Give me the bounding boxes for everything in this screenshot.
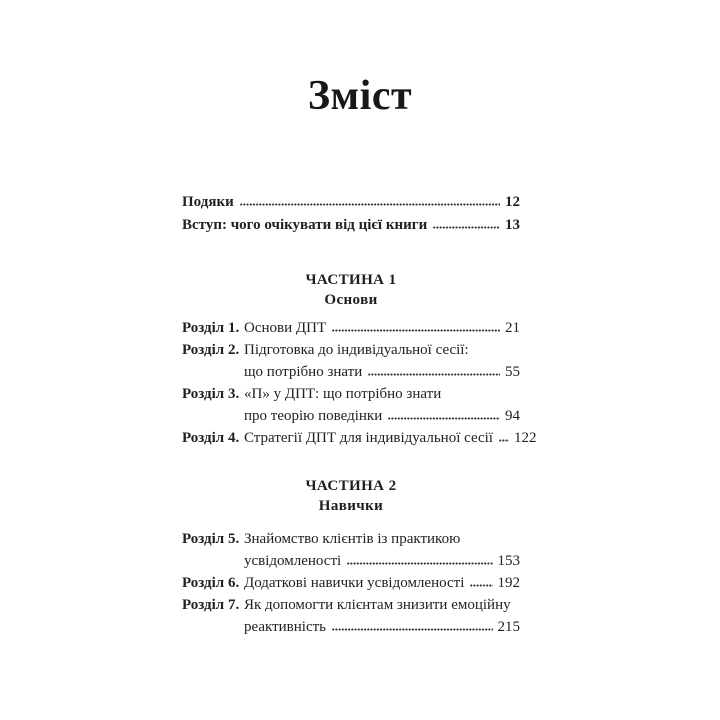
toc-entry: [182, 383, 520, 405]
dot-leader: [388, 417, 500, 420]
toc-entry: [182, 339, 520, 361]
part-kicker: ЧАСТИНА 1: [305, 272, 397, 288]
chapter-title-continuation: реактивність: [244, 619, 327, 635]
toc-entry: [182, 594, 520, 616]
toc-entry: [182, 317, 520, 339]
toc-entry-continuation: [182, 361, 520, 383]
dot-leader: [240, 203, 500, 206]
chapter-title-continuation: що потрібно знати: [244, 364, 363, 380]
page-number: 122: [513, 430, 537, 446]
dot-leader: [332, 329, 500, 332]
part-title: Основи: [324, 292, 378, 308]
chapter-number-label: Розділ 3.: [182, 386, 240, 402]
page-number: 192: [497, 575, 520, 591]
part-title: Навички: [318, 498, 384, 514]
toc-entry-title: Вступ: чого очікувати від цієї книги: [182, 217, 428, 233]
toc-entry: [182, 191, 520, 214]
chapter-number-label: Розділ 4.: [182, 430, 240, 446]
chapter-title-continuation: усвідомленості: [244, 553, 342, 569]
page-title: Зміст: [307, 73, 413, 119]
toc-entry-continuation: [182, 405, 520, 427]
toc-entry: [182, 572, 520, 594]
page-number: 153: [497, 553, 520, 569]
page-number: 12: [505, 194, 520, 210]
chapter-title: Основи ДПТ: [244, 320, 327, 336]
table-of-contents: [182, 191, 537, 638]
chapter-title: Стратегії ДПТ для індивідуальної сесії: [244, 430, 493, 446]
part-kicker: ЧАСТИНА 2: [305, 478, 397, 494]
dot-leader: [499, 439, 509, 442]
chapter-title: «П» у ДПТ: що потрібно знати: [244, 386, 442, 402]
toc-entry-continuation: [182, 616, 520, 638]
chapter-number-label: Розділ 5.: [182, 531, 240, 547]
chapter-list: [182, 317, 537, 449]
part-heading: [182, 476, 520, 516]
chapter-title: Знайомство клієнтів із практикою: [244, 531, 461, 547]
chapter-number-label: Розділ 6.: [182, 575, 240, 591]
toc-entry: [182, 214, 520, 237]
dot-leader: [332, 628, 492, 631]
part-heading: [182, 270, 520, 310]
page-number: 55: [505, 364, 520, 380]
toc-entry: [182, 427, 537, 449]
chapter-number-label: Розділ 2.: [182, 342, 240, 358]
toc-entry-continuation: [182, 550, 520, 572]
chapter-number-label: Розділ 1.: [182, 320, 240, 336]
dot-leader: [470, 584, 492, 587]
dot-leader: [368, 373, 500, 376]
dot-leader: [433, 226, 500, 229]
page-number: 13: [505, 217, 520, 233]
chapter-title: Як допомогти клієнтам знизити емоційну: [244, 597, 511, 613]
chapter-list: [182, 528, 520, 638]
chapter-title-continuation: про теорію поведінки: [244, 408, 383, 424]
dot-leader: [347, 562, 492, 565]
page-number: 94: [505, 408, 520, 424]
chapter-title: Додаткові навички усвідомленості: [244, 575, 465, 591]
page-number: 21: [505, 320, 520, 336]
front-matter-section: [182, 191, 520, 237]
toc-entry-title: Подяки: [182, 194, 234, 210]
toc-entry: [182, 528, 520, 550]
chapter-title: Підготовка до індивідуальної сесії:: [244, 342, 469, 358]
chapter-number-label: Розділ 7.: [182, 597, 240, 613]
page-number: 215: [497, 619, 520, 635]
